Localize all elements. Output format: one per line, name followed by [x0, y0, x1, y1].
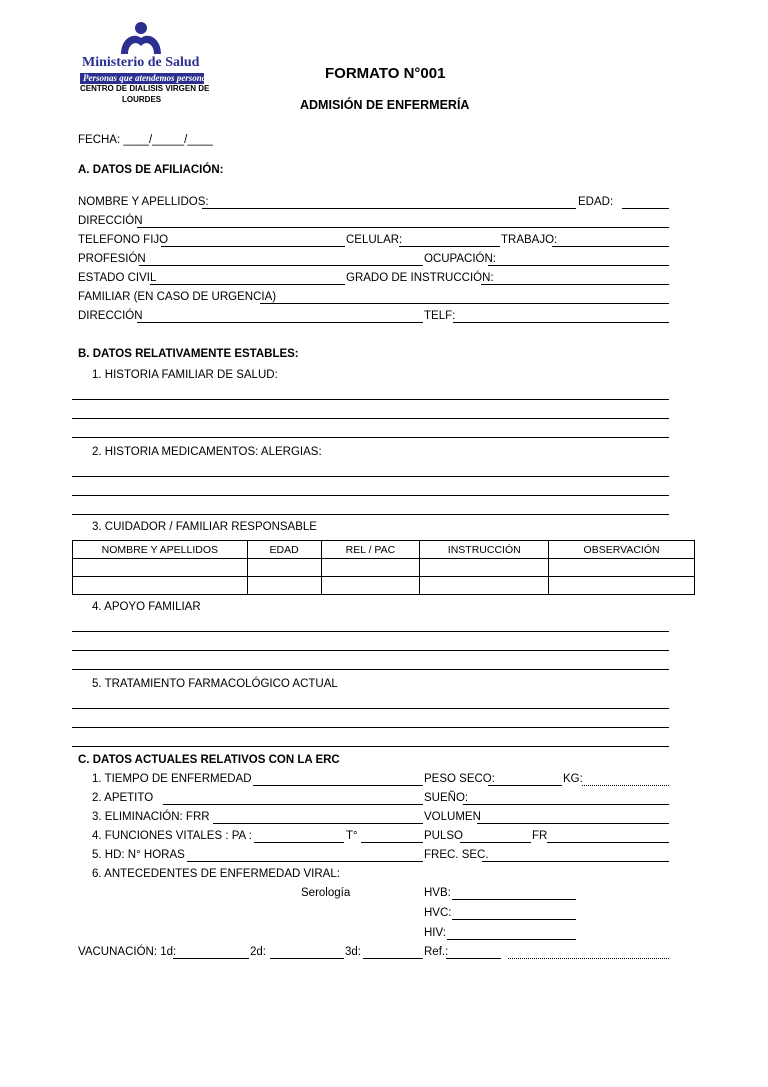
table-row	[73, 577, 695, 595]
ref-line-extra[interactable]	[508, 958, 669, 959]
temperatura-line[interactable]	[361, 842, 423, 843]
peso-seco-label: PESO SECO:	[424, 773, 495, 785]
kg-label: KG:	[563, 773, 583, 785]
table-cell[interactable]	[73, 559, 248, 577]
hiv-label: HIV:	[424, 927, 446, 939]
direccion-label: DIRECCIÓN	[78, 215, 143, 227]
fecha-field[interactable]: FECHA: ____/_____/____	[78, 134, 213, 146]
eliminacion-label: 3. ELIMINACIÓN: FRR	[92, 811, 210, 823]
table-cell[interactable]	[247, 559, 321, 577]
caregiver-table-header	[73, 541, 695, 559]
hd-horas-label: 5. HD: N° HORAS	[92, 849, 185, 861]
ref-line[interactable]	[446, 958, 501, 959]
celular-label: CELULAR:	[346, 234, 403, 246]
direccion-line[interactable]	[137, 227, 669, 228]
vacuna-2d-label: 2d:	[250, 946, 266, 958]
volumen-line[interactable]	[477, 823, 669, 824]
historia-familiar-line-1[interactable]	[72, 399, 669, 400]
pa-line[interactable]	[254, 842, 344, 843]
volumen-label: VOLUMEN	[424, 811, 481, 823]
eliminacion-line[interactable]	[213, 823, 423, 824]
fr-line[interactable]	[547, 842, 669, 843]
ocupacion-label: OCUPACIÓN:	[424, 253, 496, 265]
edad-label: EDAD:	[578, 196, 614, 208]
col-nombre: NOMBRE Y APELLIDOS	[73, 541, 248, 559]
apetito-line[interactable]	[163, 804, 423, 805]
table-cell[interactable]	[321, 577, 420, 595]
temperatura-label: T°	[346, 830, 358, 842]
ref-label: Ref.:	[424, 946, 449, 958]
grado-line[interactable]	[481, 284, 669, 285]
historia-medicamentos-label: 2. HISTORIA MEDICAMENTOS: ALERGIAS:	[92, 446, 322, 458]
col-edad: EDAD	[247, 541, 321, 559]
trabajo-label: TRABAJO:	[501, 234, 558, 246]
profesion-line[interactable]	[139, 265, 423, 266]
pulso-label: PULSO	[424, 830, 463, 842]
tratamiento-label: 5. TRATAMIENTO FARMACOLÓGICO ACTUAL	[92, 678, 338, 690]
ministry-logo	[78, 20, 213, 110]
col-observacion: OBSERVACIÓN	[549, 541, 695, 559]
hvc-label: HVC:	[424, 907, 452, 919]
historia-familiar-label: 1. HISTORIA FAMILIAR DE SALUD:	[92, 369, 278, 381]
table-cell[interactable]	[420, 577, 549, 595]
hvb-line[interactable]	[452, 899, 576, 900]
pulso-line[interactable]	[460, 842, 531, 843]
medicamentos-line-3[interactable]	[72, 514, 669, 515]
ministry-emblem-icon	[116, 20, 166, 56]
vacuna-3d-label: 3d:	[345, 946, 361, 958]
fr-label: FR	[532, 830, 548, 842]
hiv-line[interactable]	[447, 939, 576, 940]
tratamiento-line-2[interactable]	[72, 727, 669, 728]
familiar-line[interactable]	[260, 303, 669, 304]
col-rel-pac: REL / PAC	[321, 541, 420, 559]
hvb-label: HVB:	[424, 887, 451, 899]
antecedentes-label: 6. ANTECEDENTES DE ENFERMEDAD VIRAL:	[92, 868, 340, 880]
apoyo-line-3[interactable]	[72, 669, 669, 670]
format-title: FORMATO N°001	[325, 65, 446, 82]
hd-horas-line[interactable]	[187, 861, 423, 862]
medicamentos-line-1[interactable]	[72, 476, 669, 477]
estado-civil-line[interactable]	[150, 284, 345, 285]
direccion2-line[interactable]	[137, 322, 423, 323]
frec-sec-line[interactable]	[482, 861, 669, 862]
table-cell[interactable]	[321, 559, 420, 577]
sueno-line[interactable]	[463, 804, 669, 805]
celular-line[interactable]	[399, 246, 500, 247]
historia-familiar-line-2[interactable]	[72, 418, 669, 419]
serologia-label: Serología	[301, 887, 351, 899]
hvc-line[interactable]	[452, 919, 576, 920]
caregiver-table	[72, 540, 695, 595]
funciones-vitales-label: 4. FUNCIONES VITALES : PA :	[92, 830, 252, 842]
familiar-label: FAMILIAR (EN CASO DE URGENCIA)	[78, 291, 277, 303]
apoyo-line-2[interactable]	[72, 650, 669, 651]
telf-label: TELF:	[424, 310, 456, 322]
kg-line[interactable]	[582, 785, 669, 786]
estado-civil-label: ESTADO CIVIL	[78, 272, 157, 284]
vacuna-3d-line[interactable]	[363, 958, 423, 959]
apoyo-familiar-label: 4. APOYO FAMILIAR	[92, 601, 201, 613]
tratamiento-line-1[interactable]	[72, 708, 669, 709]
tratamiento-line-3[interactable]	[72, 746, 669, 747]
apoyo-line-1[interactable]	[72, 631, 669, 632]
sueno-label: SUEÑO:	[424, 792, 469, 804]
nombre-line[interactable]	[202, 208, 576, 209]
section-c-title: C. DATOS ACTUALES RELATIVOS CON LA ERC	[78, 754, 340, 766]
ministry-tagline: Personas que atendemos personas	[83, 73, 210, 83]
frec-sec-label: FREC. SEC.	[424, 849, 489, 861]
telf-line[interactable]	[453, 322, 669, 323]
telefono-label: TELEFONO FIJO	[78, 234, 169, 246]
edad-line[interactable]	[622, 208, 669, 209]
ocupacion-line[interactable]	[488, 265, 669, 266]
profesion-label: PROFESIÓN	[78, 253, 146, 265]
medicamentos-line-2[interactable]	[72, 495, 669, 496]
apetito-label: 2. APETITO	[92, 792, 154, 804]
telefono-line[interactable]	[161, 246, 345, 247]
vacuna-2d-line[interactable]	[270, 958, 344, 959]
table-cell[interactable]	[549, 559, 695, 577]
nombre-label: NOMBRE Y APELLIDOS:	[78, 196, 209, 208]
table-cell[interactable]	[73, 577, 248, 595]
ministry-name: Ministerio de Salud	[82, 55, 200, 70]
table-cell[interactable]	[549, 577, 695, 595]
peso-seco-line[interactable]	[488, 785, 562, 786]
historia-familiar-line-3[interactable]	[72, 437, 669, 438]
cuidador-label: 3. CUIDADOR / FAMILIAR RESPONSABLE	[92, 521, 317, 533]
vacunacion-label: VACUNACIÓN: 1d:	[78, 946, 177, 958]
table-cell[interactable]	[247, 577, 321, 595]
form-subtitle: ADMISIÓN DE ENFERMERÍA	[300, 98, 470, 112]
section-a-title: A. DATOS DE AFILIACIÓN:	[78, 164, 224, 176]
section-b-title: B. DATOS RELATIVAMENTE ESTABLES:	[78, 348, 299, 360]
trabajo-line[interactable]	[552, 246, 669, 247]
grado-label: GRADO DE INSTRUCCIÓN:	[346, 272, 494, 284]
center-name-line2: LOURDES	[122, 95, 162, 104]
vacuna-1d-line[interactable]	[173, 958, 249, 959]
tiempo-enfermedad-line[interactable]	[253, 785, 423, 786]
center-name-line1: CENTRO DE DIALISIS VIRGEN DE	[80, 84, 210, 93]
direccion2-label: DIRECCIÓN	[78, 310, 143, 322]
table-row	[73, 559, 695, 577]
table-cell[interactable]	[420, 559, 549, 577]
tiempo-enfermedad-label: 1. TIEMPO DE ENFERMEDAD	[92, 773, 252, 785]
col-instruccion: INSTRUCCIÓN	[420, 541, 549, 559]
